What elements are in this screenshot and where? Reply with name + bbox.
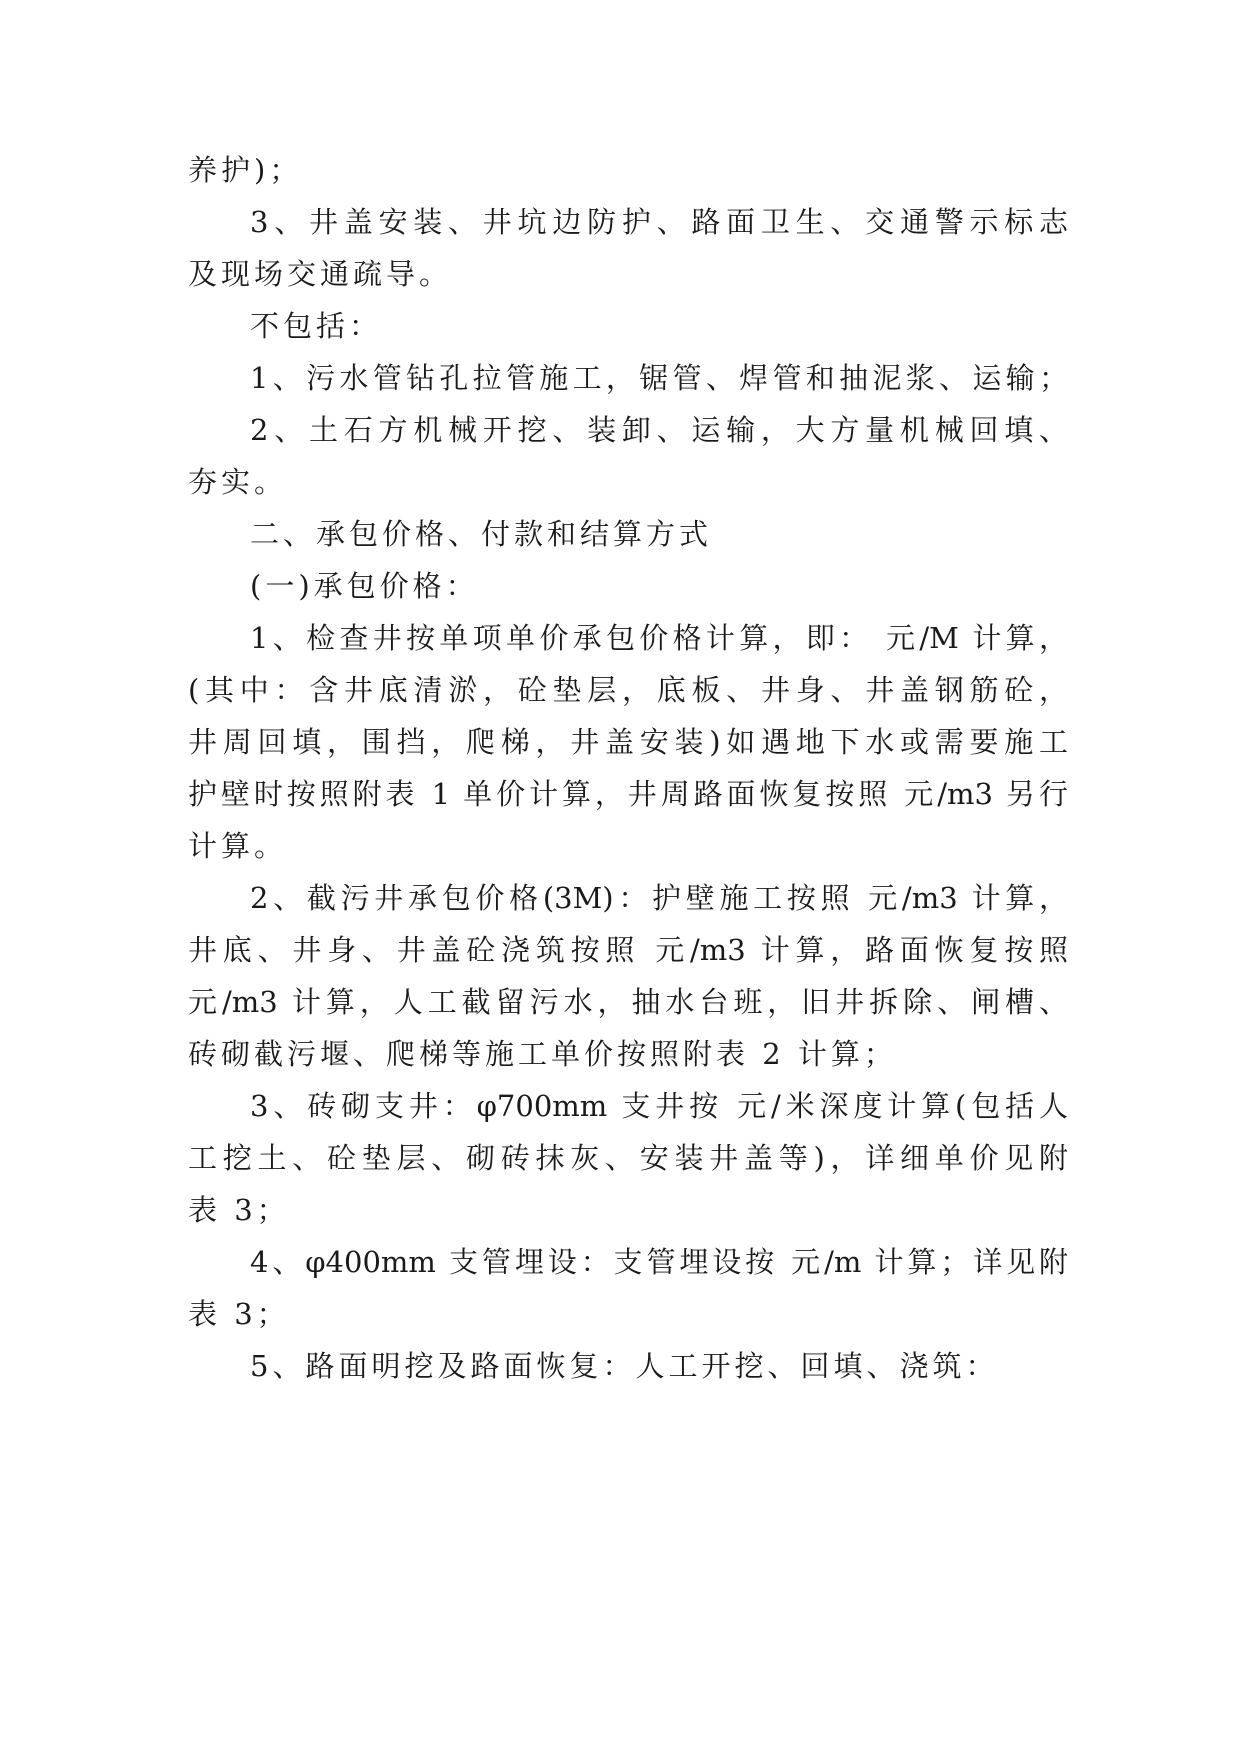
text-line: 1、污水管钻孔拉管施工，锯管、焊管和抽泥浆、运输； xyxy=(250,361,1068,395)
text-line: 及现场交通疏导。 xyxy=(188,257,453,291)
text-line: 护壁时按照附表 1 单价计算，井周路面恢复按照 元/m3 另行 xyxy=(188,777,1068,811)
text-line: 井周回填，围挡，爬梯，井盖安装)如遇地下水或需要施工 xyxy=(188,725,1068,759)
text-line: 夯实。 xyxy=(188,465,288,499)
text-line: 1、检查井按单项单价承包价格计算，即： 元/M 计算， xyxy=(250,621,1068,655)
text-line: 2、土石方机械开挖、装卸、运输，大方量机械回填、 xyxy=(250,413,1068,447)
text-line: 5、路面明挖及路面恢复：人工开挖、回填、浇筑： xyxy=(250,1349,999,1383)
text-line: 表 3； xyxy=(188,1193,290,1227)
text-line: 4、φ400mm 支管埋设：支管埋设按 元/m 计算；详见附 xyxy=(250,1245,1068,1279)
text-line: (其中：含井底清淤，砼垫层，底板、井身、井盖钢筋砼， xyxy=(188,673,1068,707)
text-line: 养护)； xyxy=(188,153,303,187)
subsection-heading: (一)承包价格： xyxy=(250,569,479,603)
text-line: 2、截污井承包价格(3M)：护壁施工按照 元/m3 计算， xyxy=(250,881,1068,915)
text-line: 井底、井身、井盖砼浇筑按照 元/m3 计算，路面恢复按照 xyxy=(188,933,1068,967)
text-line: 3、井盖安装、井坑边防护、路面卫生、交通警示标志 xyxy=(250,205,1068,239)
section-heading: 二、承包价格、付款和结算方式 xyxy=(250,517,713,551)
text-line: 表 3； xyxy=(188,1297,290,1331)
text-line: 砖砌截污堰、爬梯等施工单价按照附表 2 计算； xyxy=(188,1037,897,1071)
text-line: 工挖土、砼垫层、砌砖抹灰、安装井盖等)，详细单价见附 xyxy=(188,1141,1068,1175)
text-line: 3、砖砌支井：φ700mm 支井按 元/米深度计算(包括人 xyxy=(250,1089,1068,1123)
text-line: 计算。 xyxy=(188,829,288,863)
text-line: 不包括： xyxy=(250,309,383,343)
text-line: 元/m3 计算，人工截留污水，抽水台班，旧井拆除、闸槽、 xyxy=(188,985,1068,1019)
